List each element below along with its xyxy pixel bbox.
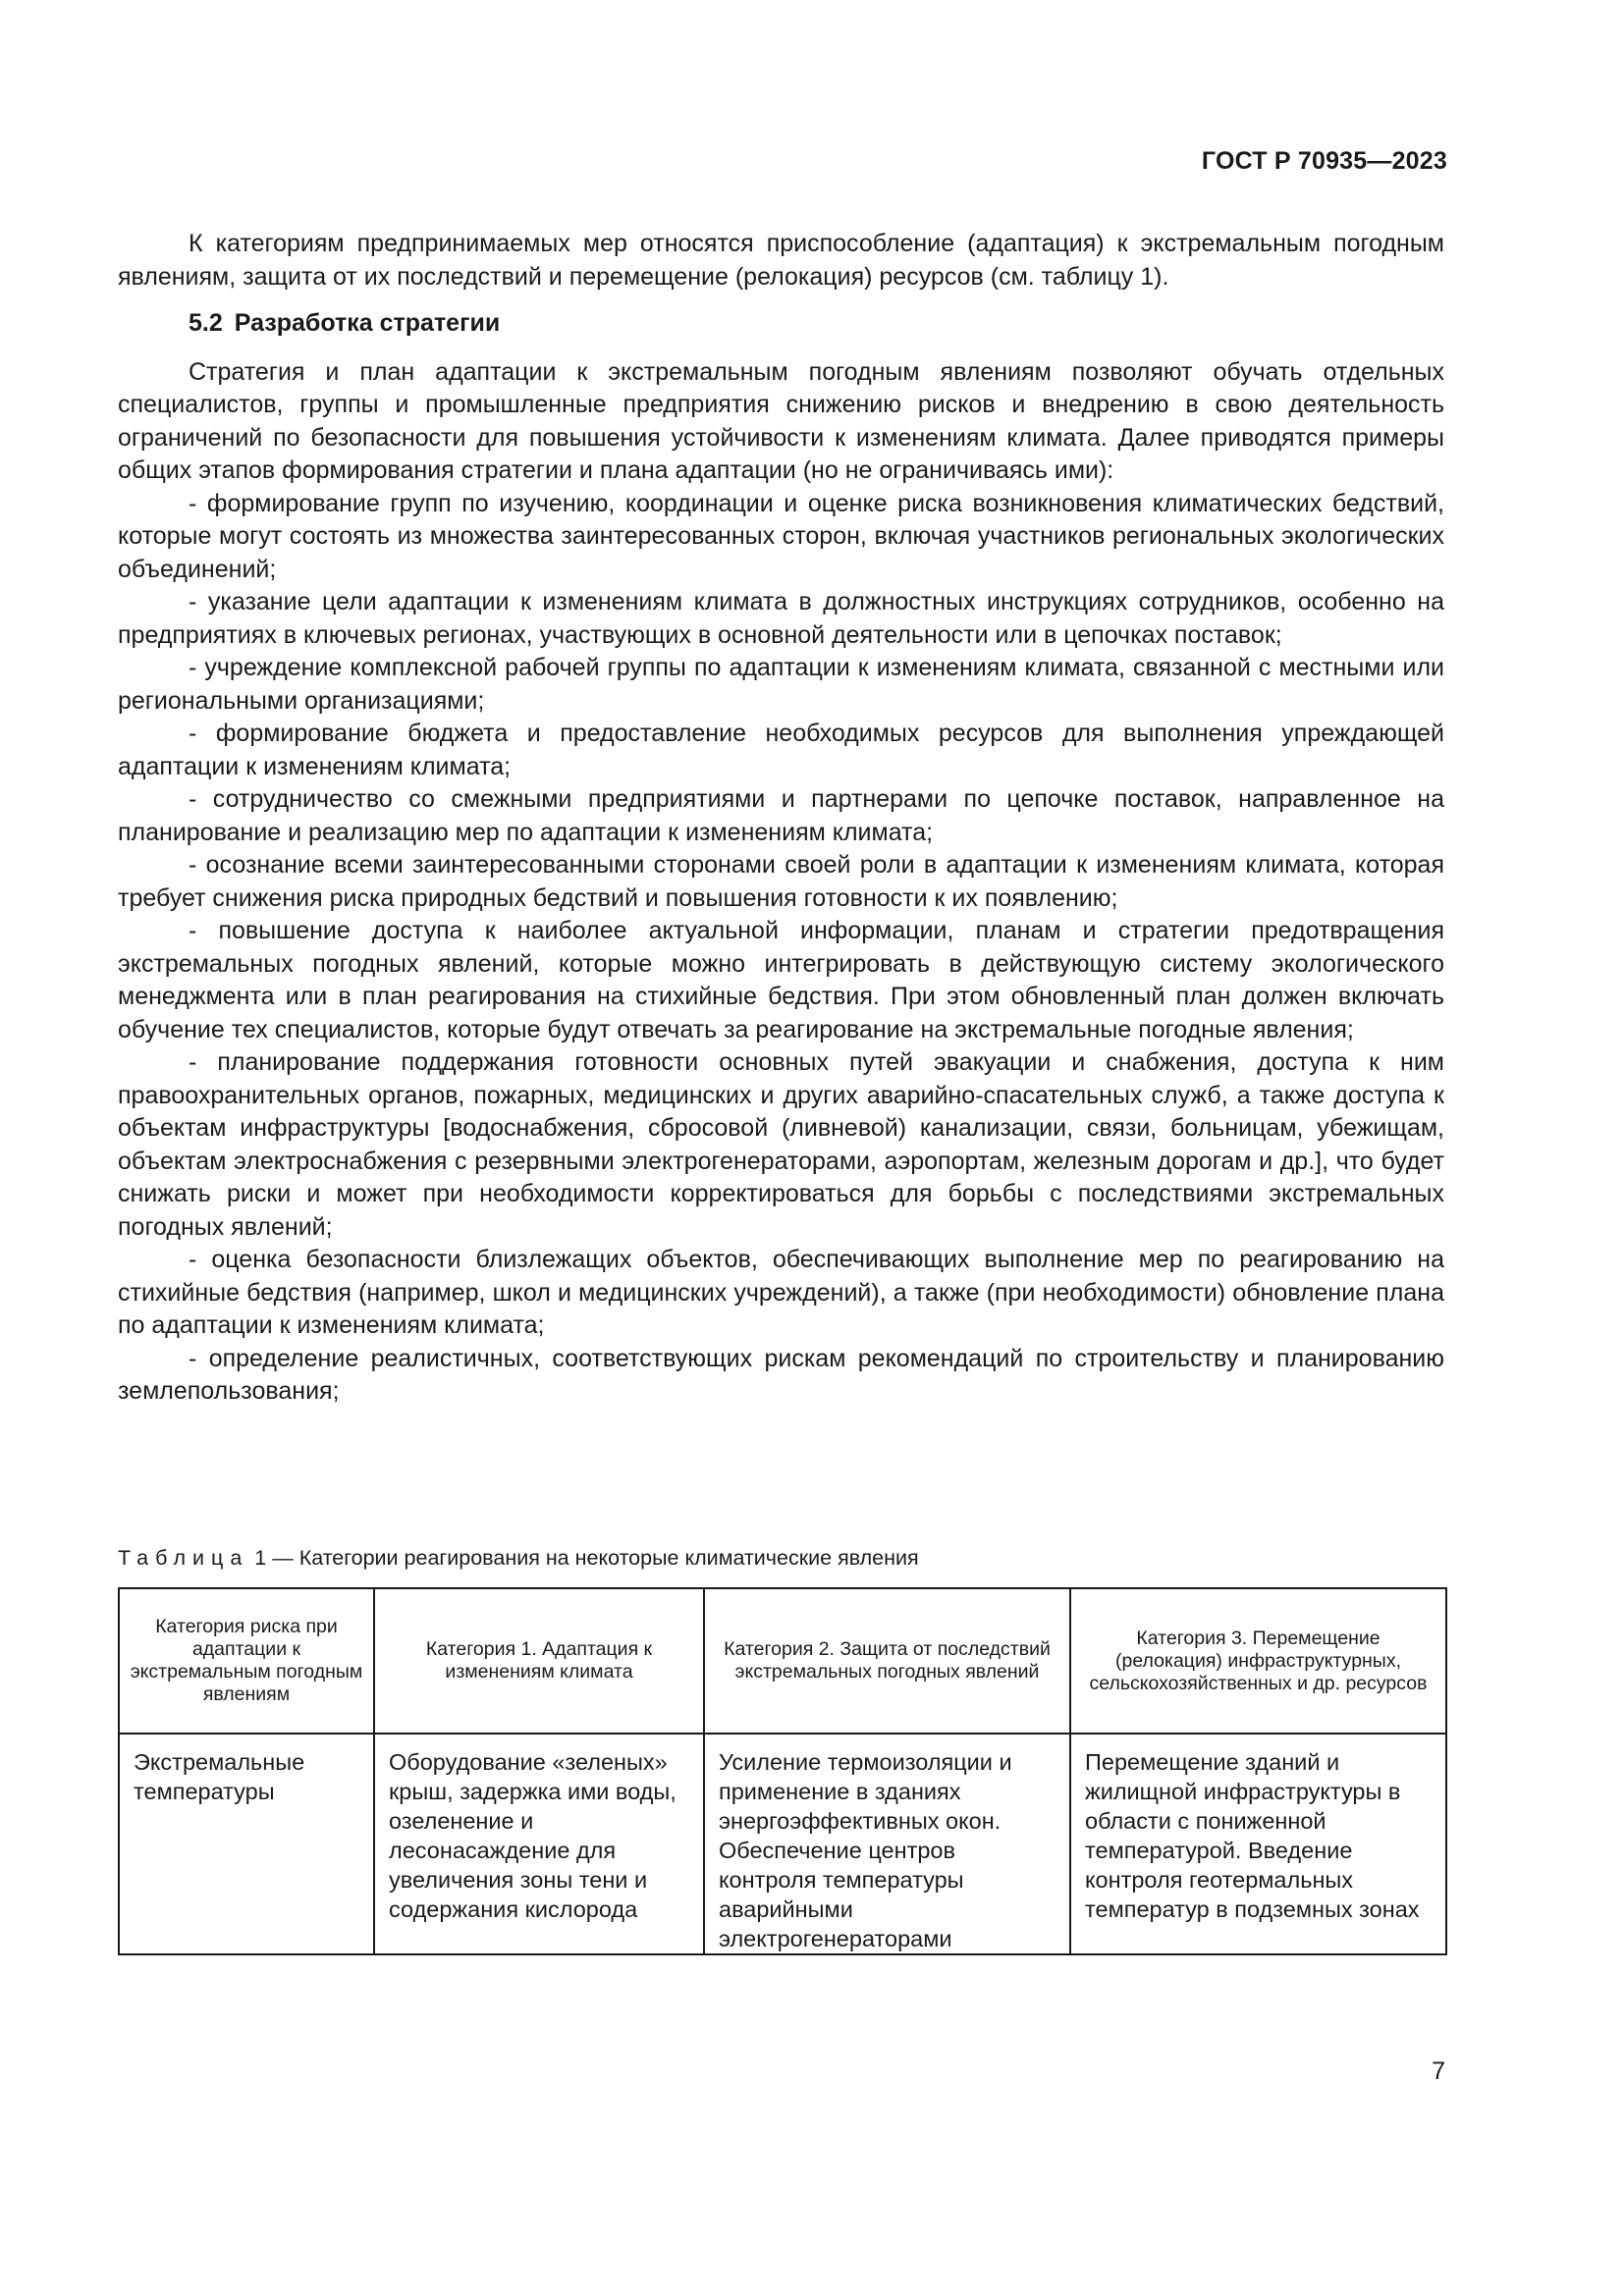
list-item: - формирование бюджета и предоставление необходимых ресурсов для выполнения упреждающей адаптации к изменениям климата; — [118, 720, 1444, 780]
table-header-row — [119, 1588, 1446, 1734]
header-risk-category: Категория риска при адаптации к экстремальным погодным явлениям — [119, 1588, 374, 1734]
document-code: ГОСТ Р 70935—2023 — [1201, 147, 1447, 175]
section-number: 5.2 — [189, 309, 223, 337]
table-caption — [118, 1546, 919, 1571]
cell-risk: Экстремальные температуры — [119, 1734, 374, 1954]
page-number: 7 — [1432, 2057, 1445, 2085]
cell-protection: Усиление термоизоляции и применение в зданиях энергоэффективных окон. Обеспечение центров контроля температуры аварийными электрогенераторами — [704, 1734, 1070, 1954]
header-category-1: Категория 1. Адаптация к изменениям климата — [374, 1588, 704, 1734]
list-item: - оценка безопасности близлежащих объектов, обеспечивающих выполнение мер по реагированию на стихийные бедствия (например, школ и медицинских учреждений), а также (при необходимости) обновление плана по адаптации к изменениям климата; — [118, 1246, 1444, 1339]
intro-paragraph: К категориям предпринимаемых мер относятся приспособление (адаптация) к экстремальным погодным явлениям, защита от их последствий и перемещение (релокация) ресурсов (см. таблицу 1). — [118, 230, 1444, 291]
cell-adaptation: Оборудование «зеленых» крыш, задержка ими воды, озеленение и лесонасаждение для увеличения зоны тени и содержания кислорода — [374, 1734, 704, 1954]
header-category-2: Категория 2. Защита от последствий экстремальных погодных явлений — [704, 1588, 1070, 1734]
list-item: - планирование поддержания готовности основных путей эвакуации и снабжения, доступа к ним правоохранительных органов, пожарных, медицинских и других аварийно-спасательных служб, а также доступа к объектам инфраструктуры [водоснабжения, сбросовой (ливневой) канализации, связи, больницам, убежищам, объектам электроснабжения с резервными электрогенераторами, аэропортам, железным дорогам и др.], что будет снижать риски и может при необходимости корректироваться для борьбы с последствиями экстремальных погодных явлений; — [118, 1048, 1444, 1241]
list-item: - определение реалистичных, соответствующих рискам рекомендаций по строительству и планированию землепользования; — [118, 1344, 1444, 1405]
response-categories-table — [118, 1587, 1447, 1955]
list-item: - сотрудничество со смежными предприятиями и партнерами по цепочке поставок, направленное на планирование и реализацию мер по адаптации к изменениям климата; — [118, 785, 1444, 846]
list-item: - осознание всеми заинтересованными сторонами своей роли в адаптации к изменениям климата, которая требует снижения риска природных бедствий и повышения готовности к их появлению; — [118, 851, 1444, 912]
list-item: - указание цели адаптации к изменениям климата в должностных инструкциях сотрудников, особенно на предприятиях в ключевых регионах, участвующих в основной деятельности или в цепочках поставок; — [118, 588, 1444, 649]
cell-relocation: Перемещение зданий и жилищной инфраструктуры в области с пониженной температурой. Введение контроля геотермальных температур в подземных зонах — [1070, 1734, 1446, 1954]
section-heading — [189, 307, 1444, 341]
list-item: - повышение доступа к наиболее актуальной информации, планам и стратегии предотвращения экстремальных погодных явлений, которые можно интегрировать в действующую систему экологического менеджмента или в план реагирования на стихийные бедствия. При этом обновленный план должен включать обучение тех специалистов, которые будут отвечать за реагирование на экстремальные погодные явления; — [118, 917, 1444, 1043]
strategy-paragraph: Стратегия и план адаптации к экстремальным погодным явлениям позволяют обучать отдельных специалистов, группы и промышленные предприятия снижению рисков и внедрению в свою деятельность ограничений по безопасности для повышения устойчивости к изменениям климата. Далее приводятся примеры общих этапов формирования стратегии и плана адаптации (но не ограничиваясь ими): — [118, 357, 1444, 484]
section-title: Разработка стратегии — [234, 309, 501, 337]
main-text — [118, 228, 1444, 1409]
table-caption-label: Таблица — [118, 1546, 249, 1570]
header-category-3: Категория 3. Перемещение (релокация) инфраструктурных, сельскохозяйственных и др. ресурсов — [1070, 1588, 1446, 1734]
list-item: - учреждение комплексной рабочей группы по адаптации к изменениям климата, связанной с местными или региональными организациями; — [118, 654, 1444, 715]
table-row — [119, 1734, 1446, 1954]
table-caption-title: 1 — Категории реагирования на некоторые климатические явления — [248, 1546, 919, 1570]
list-item: - формирование групп по изучению, координации и оценке риска возникновения климатических бедствий, которые могут состоять из множества заинтересованных сторон, включая участников региональных экологических объединений; — [118, 489, 1444, 583]
